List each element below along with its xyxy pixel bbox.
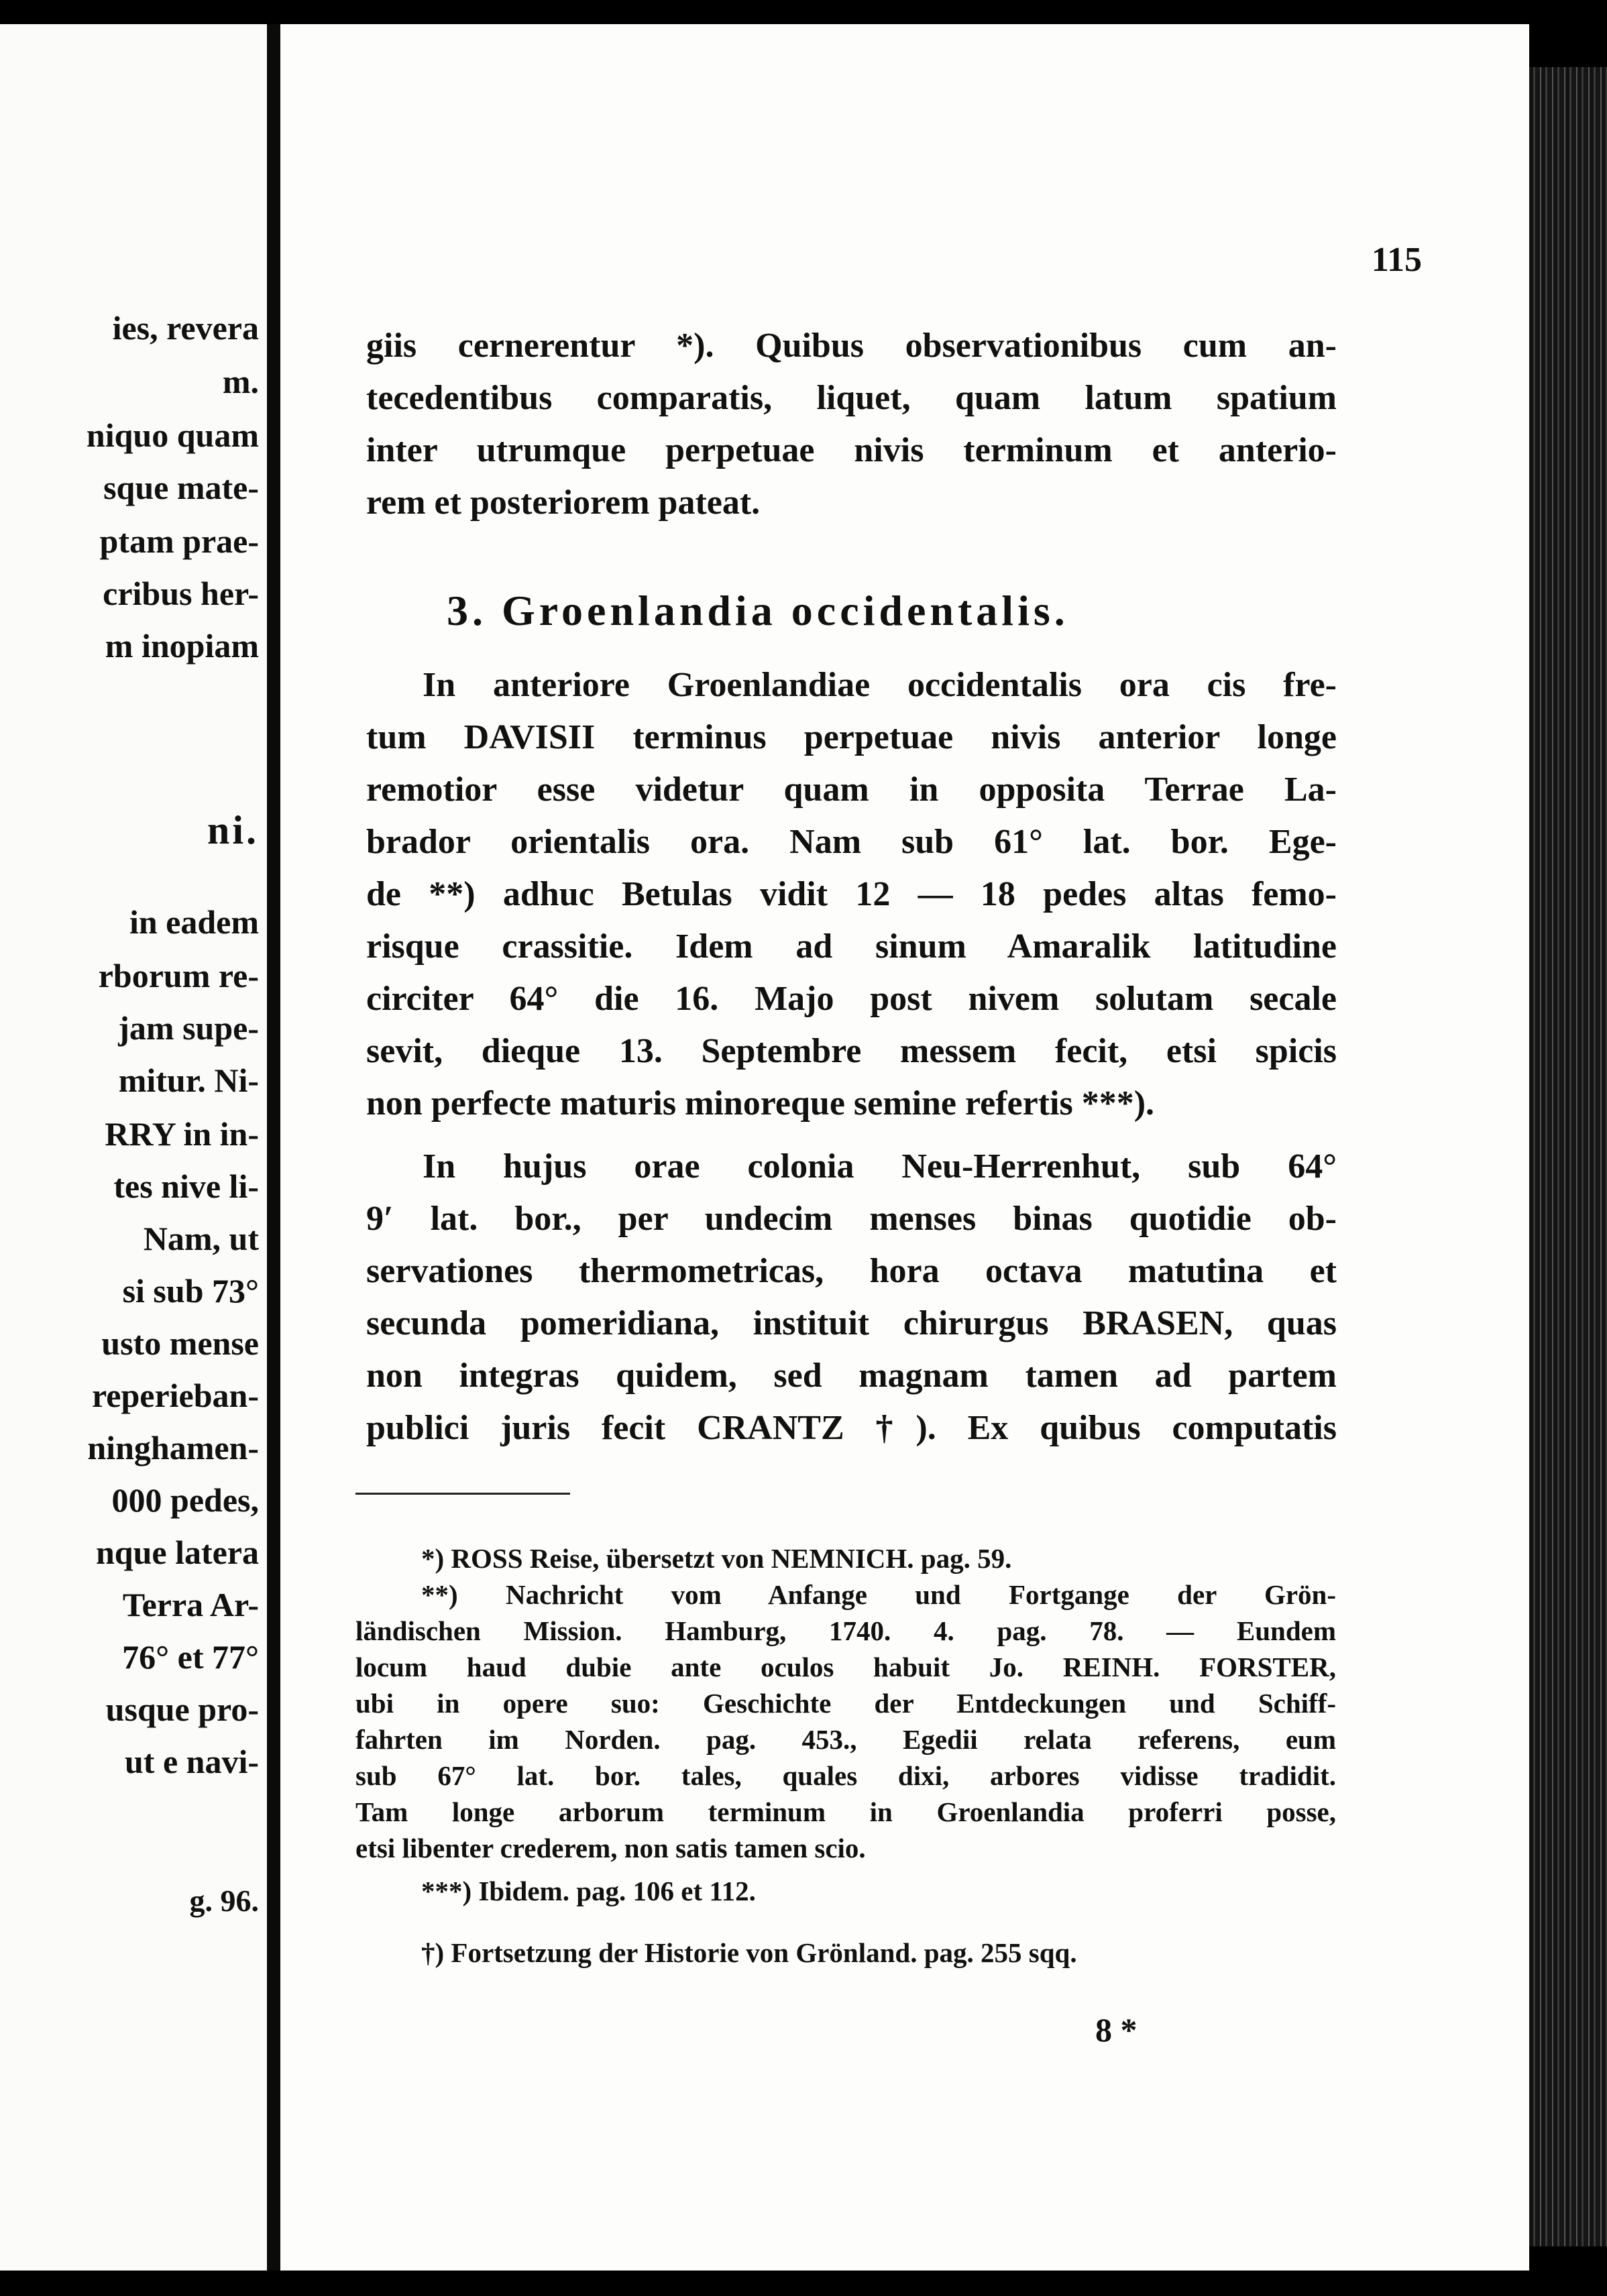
footnote-line: *) ROSS Reise, übersetzt von NEMNICH. pag. 59. — [421, 1543, 1012, 1574]
left-text-line: usto mense — [101, 1324, 259, 1362]
left-text-line: rborum re- — [98, 957, 259, 994]
footnote-rule — [355, 1493, 570, 1495]
paragraph-line: 9′ lat. bor., per undecim menses binas quotidie ob- — [366, 1200, 1337, 1238]
paragraph-line: brador orientalis ora. Nam sub 61° lat. bor. Ege- — [366, 823, 1337, 861]
page-number: 115 — [1371, 241, 1422, 279]
left-text-line: 76° et 77° — [122, 1638, 259, 1676]
footnote-line: †) Fortsetzung der Historie von Grönland. pag. 255 sqq. — [421, 1937, 1077, 1968]
right-page — [280, 24, 1529, 2271]
paragraph-line: In hujus orae colonia Neu-Herrenhut, sub 64° — [423, 1147, 1337, 1186]
footnote-line: ländischen Mission. Hamburg, 1740. 4. pag. 78. — Eundem — [355, 1615, 1336, 1646]
footnote-line: **) Nachricht vom Anfange und Fortgange der Grön- — [421, 1579, 1336, 1610]
book-gutter — [267, 24, 280, 2271]
paragraph-line: remotior esse videtur quam in opposita Terrae La- — [366, 770, 1337, 809]
left-text-line: Nam, ut — [143, 1220, 259, 1257]
left-page — [0, 24, 268, 2271]
paragraph-line: In anteriore Groenlandiae occidentalis ora cis fre- — [423, 666, 1337, 704]
left-text-line: m. — [222, 363, 259, 400]
footnote-line: sub 67° lat. bor. tales, quales dixi, arbores vidisse tradidit. — [355, 1760, 1336, 1791]
left-text-line: cribus her- — [103, 575, 259, 612]
left-text-line: Terra Ar- — [122, 1586, 259, 1623]
footnote-line: ***) Ibidem. pag. 106 et 112. — [421, 1876, 756, 1906]
paragraph-line: secunda pomeridiana, instituit chirurgus BRASEN, quas — [366, 1304, 1337, 1342]
left-text-line: 000 pedes, — [111, 1481, 259, 1519]
footnote-line: Tam longe arborum terminum in Groenlandia proferri posse, — [355, 1796, 1336, 1827]
left-text-line: usque pro- — [105, 1690, 259, 1728]
footnote-line: etsi libenter crederem, non satis tamen scio. — [355, 1833, 866, 1863]
left-text-line: ut e navi- — [125, 1743, 259, 1780]
paragraph-line: giis cernerentur *). Quibus observationibus cum an- — [366, 327, 1337, 365]
left-text-line: ies, revera — [112, 309, 259, 347]
left-text-line: ptam prae- — [99, 522, 259, 560]
left-text-line: RRY in in- — [105, 1115, 259, 1153]
paragraph-line: non perfecte maturis minoreque semine refertis ***). — [366, 1084, 1155, 1123]
left-text-line: nque latera — [95, 1534, 259, 1571]
left-text-line: m inopiam — [105, 627, 259, 665]
paragraph-line: risque crassitie. Idem ad sinum Amaralik latitudine — [366, 927, 1337, 966]
left-text-line: niquo quam — [86, 416, 259, 454]
paragraph-line: inter utrumque perpetuae nivis terminum et anterio- — [366, 431, 1337, 469]
left-text-line: reperieban- — [91, 1377, 259, 1414]
page-edge — [1529, 67, 1607, 2246]
left-text-line: mitur. Ni- — [118, 1061, 259, 1099]
left-footnote-fragment: g. 96. — [189, 1884, 259, 1918]
paragraph-line: servationes thermometricas, hora octava matutina et — [366, 1252, 1337, 1290]
footnote-line: locum haud dubie ante oculos habuit Jo. REINH. FORSTER, — [355, 1652, 1336, 1682]
left-text-line: ninghamen- — [87, 1429, 259, 1467]
left-text-line: in eadem — [129, 903, 259, 941]
paragraph-line: non integras quidem, sed magnam tamen ad partem — [366, 1357, 1337, 1395]
paragraph-line: circiter 64° die 16. Majo post nivem solutam secale — [366, 980, 1337, 1018]
paragraph-line: rem et posteriorem pateat. — [366, 483, 761, 522]
paragraph-line: tum DAVISII terminus perpetuae nivis anterior longe — [366, 718, 1337, 756]
paragraph-line: publici juris fecit CRANTZ †). Ex quibus computatis — [366, 1409, 1337, 1447]
left-heading-fragment: ni. — [207, 808, 259, 852]
left-text-line: jam supe- — [118, 1009, 259, 1047]
paragraph-line: tecedentibus comparatis, liquet, quam latum spatium — [366, 379, 1337, 417]
left-text-line: si sub 73° — [122, 1272, 259, 1310]
footnote-line: ubi in opere suo: Geschichte der Entdeckungen und Schiff- — [355, 1688, 1336, 1719]
signature-mark: 8 * — [1095, 2011, 1138, 2049]
footnote-line: fahrten im Norden. pag. 453., Egedii relata referens, eum — [355, 1724, 1336, 1755]
left-text-line: sque mate- — [103, 469, 259, 506]
paragraph-line: de **) adhuc Betulas vidit 12 — 18 pedes altas femo- — [366, 875, 1337, 913]
section-heading: 3. Groenlandia occidentalis. — [447, 587, 1069, 634]
left-text-line: tes nive li- — [113, 1167, 259, 1205]
paragraph-line: sevit, dieque 13. Septembre messem fecit, etsi spicis — [366, 1032, 1337, 1070]
